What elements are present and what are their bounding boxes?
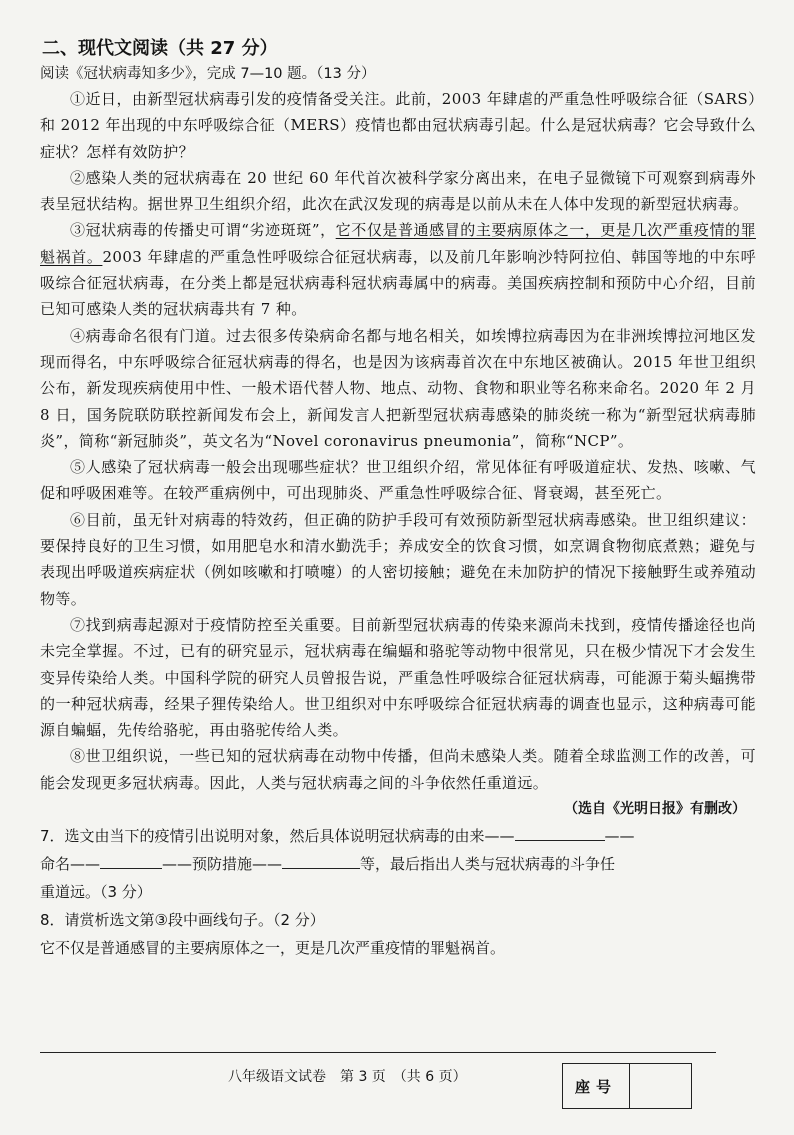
paragraph-1: ①近日，由新型冠状病毒引发的疫情备受关注。此前，2003 年肆虐的严重急性呼吸综合征（SARS）和 2012 年出现的中东呼吸综合征（MERS）疫情也都由冠状病毒引起。什么是冠状病毒？它会导致什么症状？怎样有效防护？ [40,90,756,161]
underlined-sentence: 它不仅是普通感冒的主要病原体之一，更是几次严重疫情的罪魁祸首。 [40,221,756,266]
paragraph-7: ⑦找到病毒起源对于疫情防控至关重要。目前新型冠状病毒的传染来源尚未找到，疫情传播途径也尚未完全掌握。不过，已有的研究显示，冠状病毒在编蝠和骆驼等动物中很常见，只在极少情况下才会发生变异传染给人类。中国科学院的研究人员曾报告说，严重急性呼吸综合征冠状病毒，可能源于菊头蝠携带的一种冠状病毒，经果子狸传染给人。世卫组织对中东呼吸综合征冠状病毒的调查也显示，这种病毒可能源自蝙蝠，先传给骆驼，再由骆驼传给人类。 [40,615,756,740]
paragraph-4: ④病毒命名很有门道。过去很多传染病命名都与地名相关，如埃博拉病毒因为在非洲埃博拉河地区发现而得名，中东呼吸综合征冠状病毒的得名，也是因为该病毒首次在中东地区被确认。2015 年世卫组织公布，新发现疾病使用中性、一般术语代替人物、地点、动物、食物和职业等名称来命名。2020 年 2 月 8 日，国务院联防联控新闻发布会上，新闻发言人把新型冠状病毒感染的肺炎统一称为“新型冠状病毒肺炎”，简称“新冠肺炎”，英文名为“Novel coronavirus pneumonia”，简称“NCP”。 [40,326,756,450]
section-title: 二、现代文阅读（共 27 分） [42,38,278,59]
seat-number-box [562,1063,692,1109]
exam-page [40,36,756,962]
seat-number-field[interactable] [630,1064,691,1108]
question-8-sentence: 它不仅是普通感冒的主要病原体之一，更是几次严重疫情的罪魁祸首。 [40,939,506,958]
question-8: 8．请赏析选文第③段中画线句子。（2 分） [40,911,325,930]
answer-blank-prevention[interactable] [282,850,360,869]
paragraph-8: ⑧世卫组织说，一些已知的冠状病毒在动物中传播，但尚未感染人类。随着全球监测工作的改善，可能会发现更多冠状病毒。因此，人类与冠状病毒之间的斗争依然任重道远。 [40,747,756,792]
paragraph-5: ⑤人感染了冠状病毒一般会出现哪些症状？世卫组织介绍，常见体征有呼吸道症状、发热、咳嗽、气促和呼吸困难等。在较严重病例中，可出现肺炎、严重急性呼吸综合征、肾衰竭，甚至死亡。 [40,458,756,503]
question-7-text-a: 7．选文由当下的疫情引出说明对象，然后具体说明冠状病毒的由来—— [40,827,515,846]
paragraph-3-rest: 2003 年肆虐的严重急性呼吸综合征冠状病毒，以及前几年影响沙特阿拉伯、韩国等地的中东呼吸综合征冠状病毒，在分类上都是冠状病毒科冠状病毒属中的病毒。美国疾病控制和预防中心介绍，目前已知可感染人类的冠状病毒共有 7 种。 [40,247,757,319]
paragraph-2: ②感染人类的冠状病毒在 20 世纪 60 年代首次被科学家分离出来，在电子显微镜下可观察到病毒外表呈冠状结构。据世界卫生组织介绍，此次在武汉发现的病毒是以前从未在人体中发现的新型冠状病毒。 [40,168,756,214]
question-7-text-c: 命名—— [40,855,101,874]
footer-divider [40,1052,716,1053]
reading-instruction: 阅读《冠状病毒知多少》，完成 7—10 题。（13 分） [40,66,376,82]
question-7-text-e: 等，最后指出人类与冠状病毒的斗争任 [360,855,616,874]
article-source: （选自《光明日报》有删改） [564,801,746,818]
page-footer: 八年级语文试卷 第 3 页 （共 6 页） [228,1069,467,1085]
question-7-text-d: ——预防措施—— [162,855,283,874]
answer-blank-naming[interactable] [100,850,162,869]
paragraph-6: ⑥目前，虽无针对病毒的特效药，但正确的防护手段可有效预防新型冠状病毒感染。世卫组织建议：要保持良好的卫生习惯，如用肥皂水和清水勤洗手；养成安全的饮食习惯，如烹调食物彻底煮熟；避免与表现出呼吸道疾病症状（例如咳嗽和打喷嚏）的人密切接触；避免在未加防护的情况下接触野生或养殖动物等。 [40,510,756,608]
question-7-text-f: 重道远。（3 分） [40,883,152,902]
paragraph-3 [40,217,756,322]
paragraph-3-lead: ③冠状病毒的传播史可谓“劣迹斑斑”， [70,221,336,240]
seat-number-label: 座号 [563,1064,630,1108]
question-7 [40,822,756,906]
question-7-dash: —— [604,827,635,846]
answer-blank-origin[interactable] [515,822,605,841]
